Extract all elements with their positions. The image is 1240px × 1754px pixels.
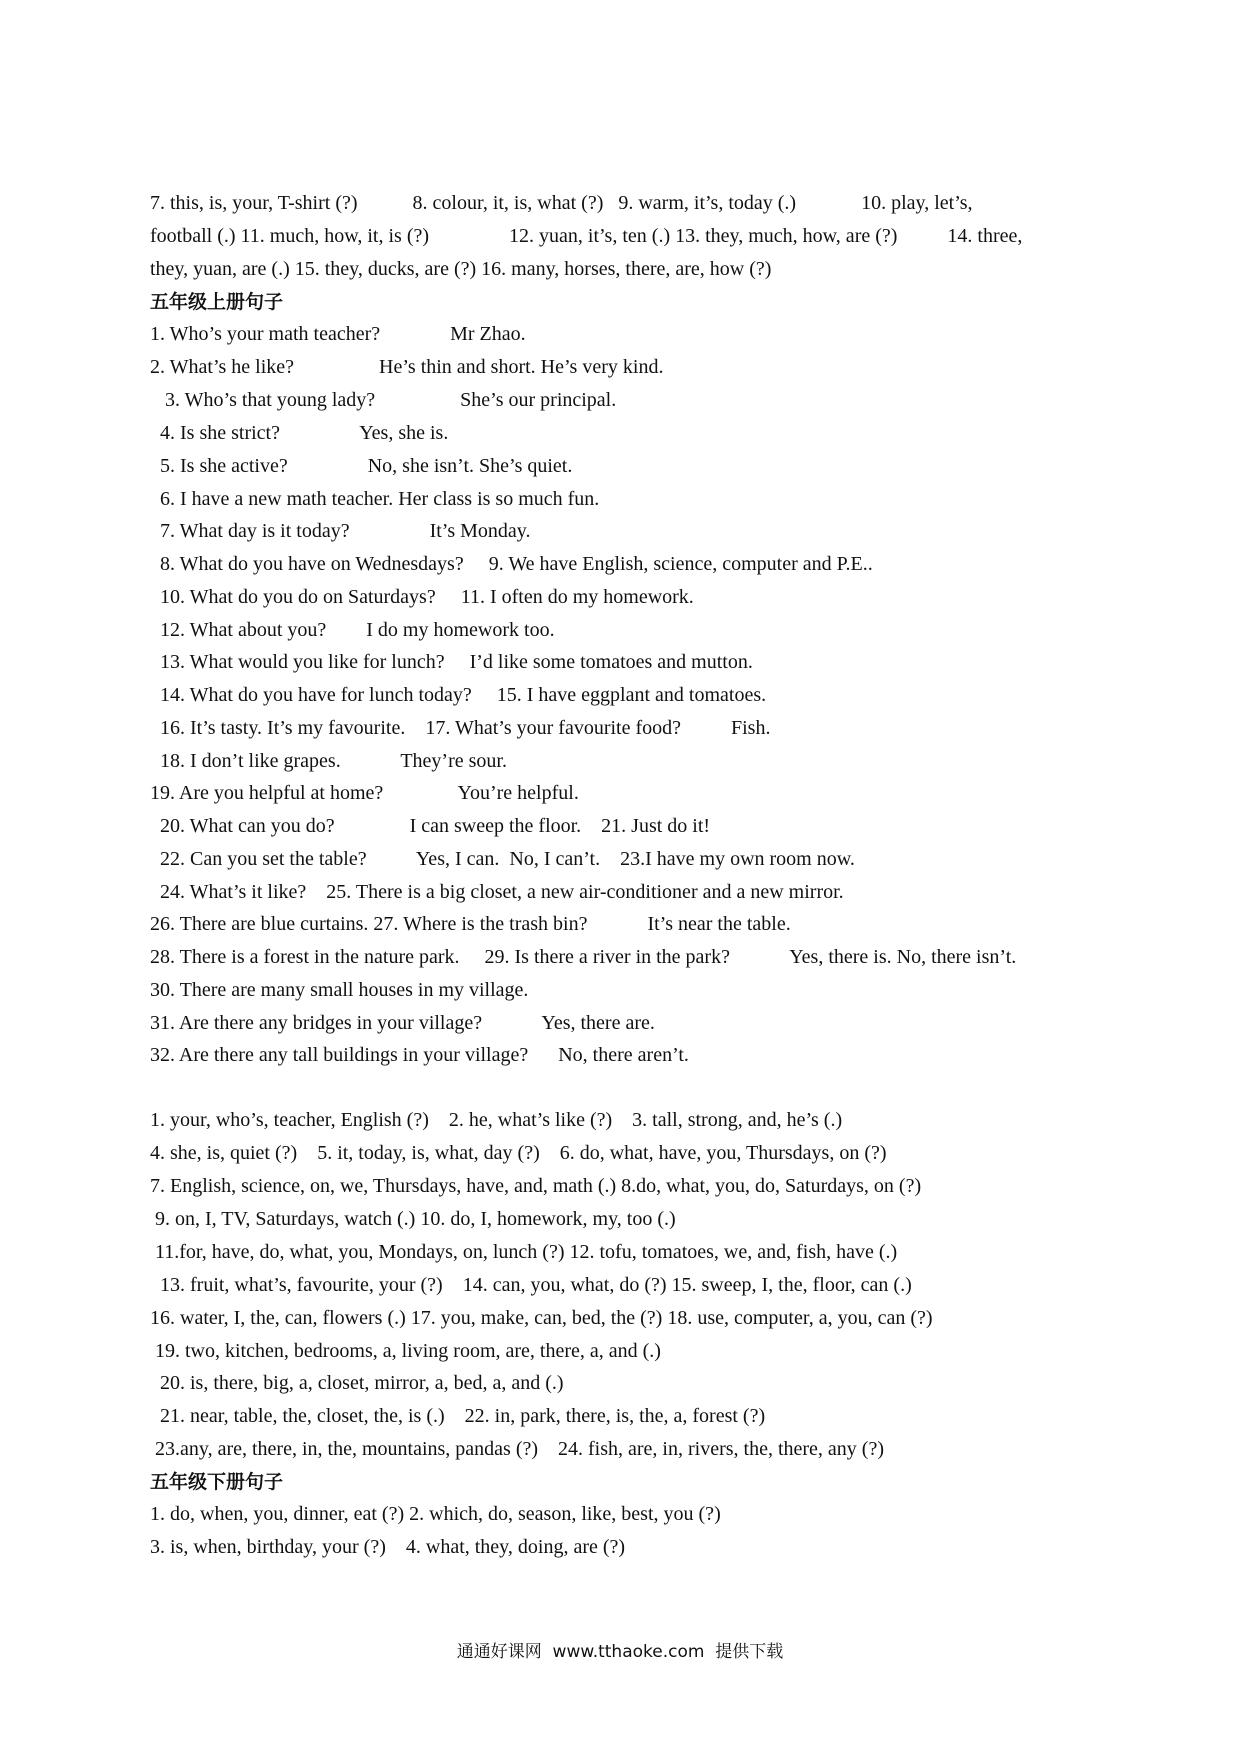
exercise-line: 1. your, who’s, teacher, English (?) 2. he, what’s like (?) 3. tall, strong, and, he’s (.): [150, 1109, 843, 1131]
section-heading: 五年级下册句子: [150, 1471, 284, 1493]
sentence-line: 8. What do you have on Wednesdays? 9. We have English, science, computer and P.E..: [150, 553, 873, 575]
sentence-line: 16. It’s tasty. It’s my favourite. 17. What’s your favourite food? Fish.: [150, 717, 771, 739]
sentence-line: 12. What about you? I do my homework too.: [150, 619, 555, 641]
sentence-line: 4. Is she strict? Yes, she is.: [150, 422, 449, 444]
exercise-line: 23.any, are, there, in, the, mountains, pandas (?) 24. fish, are, in, rivers, the, there, any (?): [150, 1438, 885, 1460]
sentence-line: 1. Who’s your math teacher? Mr Zhao.: [150, 323, 526, 345]
exercise-line: 7. English, science, on, we, Thursdays, have, and, math (.) 8.do, what, you, do, Saturdays, on (?): [150, 1175, 922, 1197]
sentence-line: 5. Is she active? No, she isn’t. She’s quiet.: [150, 455, 573, 477]
sentence-line: 31. Are there any bridges in your village? Yes, there are.: [150, 1012, 655, 1034]
sentence-line: 30. There are many small houses in my village.: [150, 979, 529, 1001]
text-line: they, yuan, are (.) 15. they, ducks, are (?) 16. many, horses, there, are, how (?): [150, 258, 772, 280]
sentence-line: 7. What day is it today? It’s Monday.: [150, 520, 531, 542]
exercise-line: 11.for, have, do, what, you, Mondays, on, lunch (?) 12. tofu, tomatoes, we, and, fish, have (.): [150, 1241, 898, 1263]
text-line: 7. this, is, your, T-shirt (?) 8. colour, it, is, what (?) 9. warm, it’s, today (.) 10. play, let’s,: [150, 192, 973, 214]
exercise-line: 1. do, when, you, dinner, eat (?) 2. which, do, season, like, best, you (?): [150, 1503, 721, 1525]
exercise-line: 9. on, I, TV, Saturdays, watch (.) 10. do, I, homework, my, too (.): [150, 1208, 676, 1230]
exercise-line: 4. she, is, quiet (?) 5. it, today, is, what, day (?) 6. do, what, have, you, Thursdays, on (?): [150, 1142, 887, 1164]
sentence-line: 28. There is a forest in the nature park. 29. Is there a river in the park? Yes, there is. No, there isn’t.: [150, 946, 1017, 968]
sentence-line: 32. Are there any tall buildings in your village? No, there aren’t.: [150, 1044, 689, 1066]
sentence-line: 26. There are blue curtains. 27. Where is the trash bin? It’s near the table.: [150, 913, 791, 935]
section-heading: 五年级上册句子: [150, 291, 284, 313]
sentence-line: 2. What’s he like? He’s thin and short. He’s very kind.: [150, 356, 664, 378]
exercise-line: 20. is, there, big, a, closet, mirror, a, bed, a, and (.): [150, 1372, 564, 1394]
exercise-line: 16. water, I, the, can, flowers (.) 17. you, make, can, bed, the (?) 18. use, computer, a, you, can (?): [150, 1307, 933, 1329]
sentence-line: 10. What do you do on Saturdays? 11. I often do my homework.: [150, 586, 694, 608]
sentence-line: 14. What do you have for lunch today? 15. I have eggplant and tomatoes.: [150, 684, 767, 706]
exercise-line: 3. is, when, birthday, your (?) 4. what, they, doing, are (?): [150, 1536, 626, 1558]
sentence-line: 24. What’s it like? 25. There is a big closet, a new air-conditioner and a new mirror.: [150, 881, 844, 903]
sentence-line: 19. Are you helpful at home? You’re helpful.: [150, 782, 579, 804]
sentence-line: 6. I have a new math teacher. Her class is so much fun.: [150, 488, 600, 510]
sentence-line: 18. I don’t like grapes. They’re sour.: [150, 750, 507, 772]
page-footer: 通通好课网 www.tthaoke.com 提供下载: [456, 1642, 784, 1662]
text-line: football (.) 11. much, how, it, is (?) 12. yuan, it’s, ten (.) 13. they, much, how, are (?) 14. three,: [150, 225, 1023, 247]
exercise-line: 21. near, table, the, closet, the, is (.) 22. in, park, there, is, the, a, forest (?): [150, 1405, 766, 1427]
exercise-line: 19. two, kitchen, bedrooms, a, living room, are, there, a, and (.): [150, 1340, 661, 1362]
exercise-line: 13. fruit, what’s, favourite, your (?) 14. can, you, what, do (?) 15. sweep, I, the, floor, can (.): [150, 1274, 912, 1296]
sentence-line: 13. What would you like for lunch? I’d like some tomatoes and mutton.: [150, 651, 753, 673]
sentence-line: 3. Who’s that young lady? She’s our principal.: [150, 389, 617, 411]
sentence-line: 22. Can you set the table? Yes, I can. No, I can’t. 23.I have my own room now.: [150, 848, 855, 870]
sentence-line: 20. What can you do? I can sweep the floor. 21. Just do it!: [150, 815, 711, 837]
